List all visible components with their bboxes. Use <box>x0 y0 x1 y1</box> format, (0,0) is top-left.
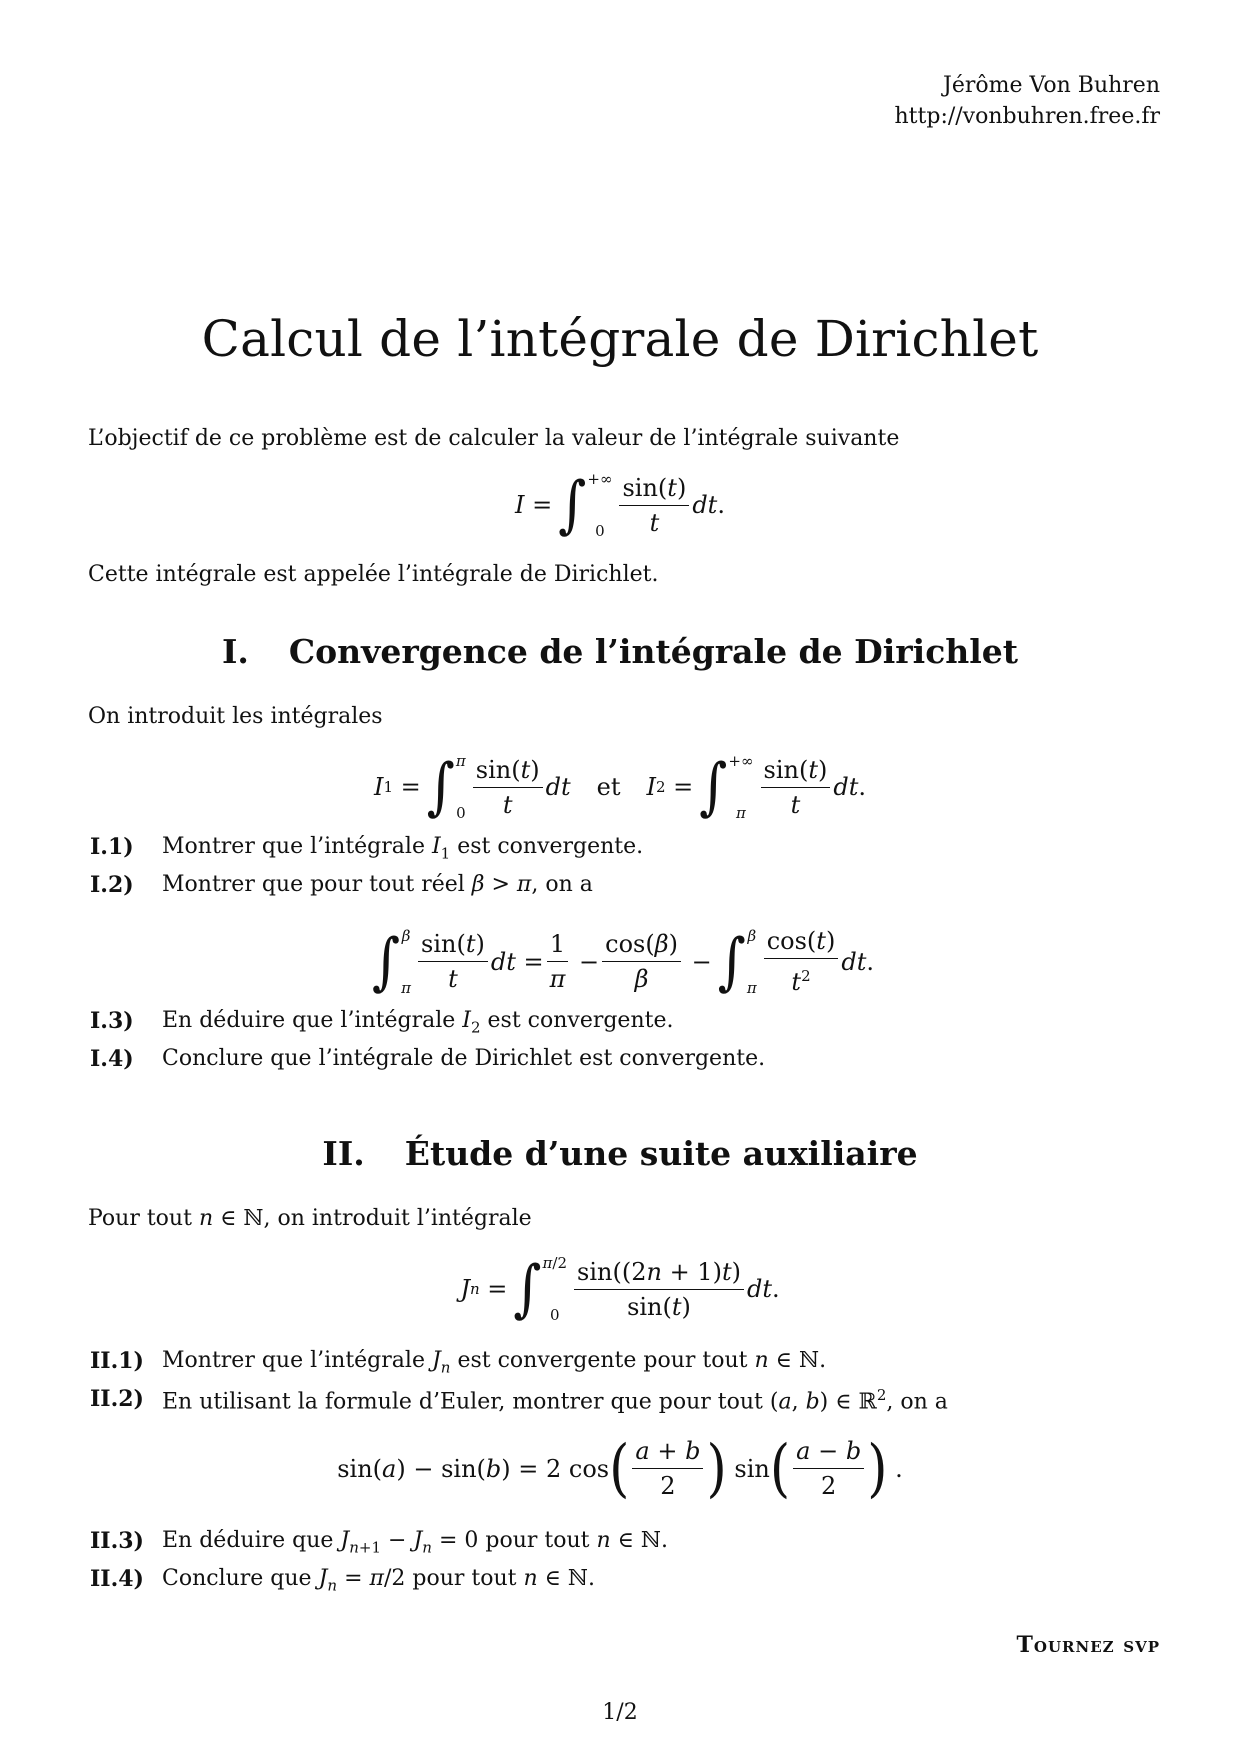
author-block <box>895 70 1160 132</box>
question-ii4: II.4) Conclure que $J_n = \pi/2$ pour tout n ∈ ℕ. <box>90 1566 596 1595</box>
equation-dirichlet: I = ∫ +∞ 0 $\frac{\sin(t)}{t}$ dt . <box>515 468 725 541</box>
section-1-intro: On introduit les intégrales <box>88 704 383 729</box>
question-text: Montrer que pour tout réel <box>162 872 472 897</box>
question-label: I.4) <box>90 1046 134 1072</box>
question-text: est convergente. <box>480 1008 674 1033</box>
intro-after-paragraph: Cette intégrale est appelée l’intégrale de Dirichlet. <box>88 562 659 587</box>
question-i2: I.2) Montrer que pour tout réel β > π, on a <box>90 872 593 898</box>
question-label: II.4) <box>90 1566 144 1592</box>
section-1-number: I. <box>221 632 249 671</box>
question-text: Montrer que l’intégrale <box>162 1348 432 1373</box>
equation-euler: sin( a ) − sin( b ) = 2 cos ( $\frac{a + b}{2}$ ) sin ( $\frac{a - b}{2}$ ) . <box>337 1432 903 1505</box>
page-number: 1/2 <box>602 1700 638 1725</box>
question-text: Conclure que l’intégrale de Dirichlet est convergente. <box>162 1046 766 1071</box>
author-name: Jérôme Von Buhren <box>943 73 1160 98</box>
section-2-intro: Pour tout n ∈ ℕ, on introduit l’intégrale <box>88 1206 532 1231</box>
question-i1: I.1) Montrer que l’intégrale $I_1$ est convergente. <box>90 834 644 863</box>
section-2-title: Étude d’une suite auxiliaire <box>404 1134 918 1173</box>
question-text: pour tout <box>478 1528 597 1553</box>
question-text: pour tout <box>405 1566 524 1591</box>
question-i4 <box>90 1046 765 1072</box>
section-1-title: Convergence de l’intégrale de Dirichlet <box>288 632 1019 671</box>
equation-i1-i2: I 1 = ∫ π 0 $\frac{\sin(t)}{t}$ dt et I 2 = ∫ +∞ π $\frac{\sin(t)}{t}$ dt . <box>374 750 866 823</box>
question-text: Conclure que <box>162 1566 319 1591</box>
author-url[interactable]: http://vonbuhren.free.fr <box>894 104 1160 129</box>
section-2-intro-text: , on introduit l’intégrale <box>263 1206 532 1231</box>
question-text: est convergente. <box>450 834 644 859</box>
question-text: Montrer que l’intégrale <box>162 834 432 859</box>
question-label: I.3) <box>90 1008 134 1034</box>
question-text: En utilisant la formule d’Euler, montrer que pour tout <box>162 1389 770 1415</box>
question-label: I.1) <box>90 834 134 860</box>
question-label: II.1) <box>90 1348 144 1374</box>
question-text: En déduire que l’intégrale <box>162 1008 463 1033</box>
equation-jn: J n = ∫ π/2 0 $\frac{\sin((2n + 1)t)}{\sin(t)}$ dt . <box>460 1252 780 1325</box>
question-text: , on a <box>886 1389 948 1415</box>
question-ii1: II.1) Montrer que l’intégrale $J_n$ est convergente pour tout n ∈ ℕ. <box>90 1348 827 1377</box>
section-1-heading <box>0 632 1240 671</box>
question-text: , on a <box>531 872 593 897</box>
conjunction-et: et <box>596 773 621 801</box>
question-ii2: II.2) En utilisant la formule d’Euler, montrer que pour tout (a, b) ∈ ℝ$^2$, on a <box>90 1386 948 1415</box>
turn-page-note: Tournez svp <box>1016 1632 1160 1658</box>
question-label: II.2) <box>90 1386 144 1412</box>
section-2-intro-text: Pour tout <box>88 1206 199 1231</box>
question-ii3: II.3) En déduire que $J_{n+1} - J_n = 0$ pour tout n ∈ ℕ. <box>90 1528 669 1557</box>
question-i3: I.3) En déduire que l’intégrale $I_2$ est convergente. <box>90 1008 674 1037</box>
question-text: est convergente pour tout <box>450 1348 755 1373</box>
question-text: En déduire que <box>162 1528 341 1553</box>
equation-ipp: ∫ β π $\frac{\sin(t)}{t}$ dt = $\frac{1}{\pi}$ − $\frac{\cos(\beta)}{\beta}$ − ∫ β π $\frac{\cos(t)}{t^2}$ dt . <box>372 924 874 998</box>
section-2-heading <box>0 1134 1240 1173</box>
page-title: Calcul de l’intégrale de Dirichlet <box>201 310 1039 368</box>
intro-paragraph: L’objectif de ce problème est de calculer la valeur de l’intégrale suivante <box>88 426 900 451</box>
question-label: I.2) <box>90 872 134 898</box>
question-label: II.3) <box>90 1528 144 1554</box>
section-2-number: II. <box>322 1134 365 1173</box>
